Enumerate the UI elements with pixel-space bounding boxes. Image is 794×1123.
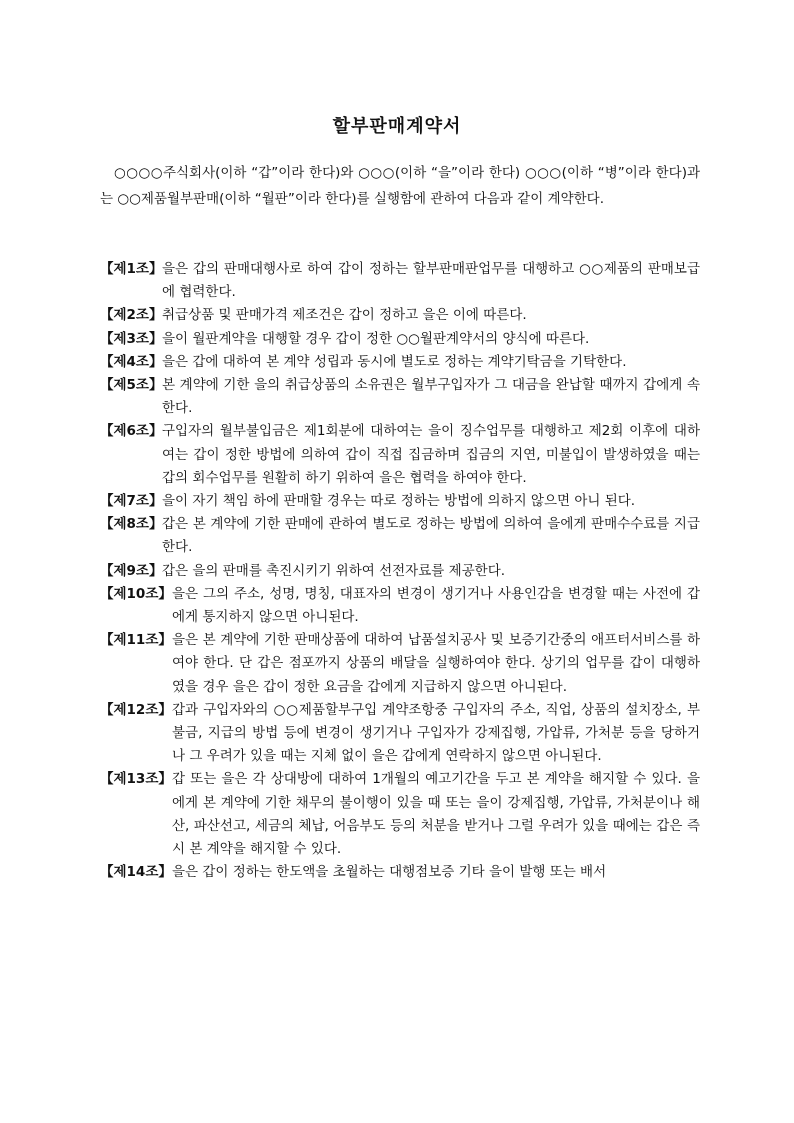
article-label: 【제10조】 — [100, 585, 172, 602]
article-label: 【제13조】 — [100, 771, 172, 788]
article-4 — [100, 351, 700, 374]
article-12 — [100, 699, 700, 769]
article-text: 취급상품 및 판매가격 제조건은 갑이 정하고 을은 이에 따른다. — [162, 307, 527, 324]
article-11 — [100, 629, 700, 699]
article-label: 【제5조】 — [100, 377, 163, 394]
article-text: 갑은 본 계약에 기한 판매에 관하여 별도로 정하는 방법에 의하여 을에게 판매수수료를 지급한다. — [162, 516, 700, 556]
article-label: 【제2조】 — [100, 307, 163, 324]
article-text: 갑과 구입자와의 ○○제품할부구입 계약조항중 구입자의 주소, 직업, 상품의 설치장소, 부불금, 지급의 방법 등에 변경이 생기거나 구입자가 강제집행, 가압류, 가처분 등을 당하거나 그 우려가 있을 때는 지체 없이 을은 갑에게 연락하지 않으면 아니된다. — [172, 701, 700, 765]
article-14 — [100, 861, 700, 884]
article-13 — [100, 768, 700, 861]
article-label: 【제3조】 — [100, 330, 163, 347]
article-text: 을이 월판계약을 대행할 경우 갑이 정한 ○○월판계약서의 양식에 따른다. — [162, 330, 590, 347]
article-label: 【제12조】 — [100, 701, 172, 718]
article-10 — [100, 583, 700, 629]
article-7 — [100, 490, 700, 513]
article-label: 【제7조】 — [100, 493, 163, 510]
article-label: 【제14조】 — [100, 864, 172, 881]
article-label: 【제4조】 — [100, 353, 163, 370]
article-text: 을은 갑이 정하는 한도액을 초월하는 대행점보증 기타 을이 발행 또는 배서 — [172, 864, 607, 881]
article-text: 을은 본 계약에 기한 판매상품에 대하여 납품설치공사 및 보증기간중의 애프터서비스를 하여야 한다. 단 갑은 점포까지 상품의 배달을 실행하여야 한다. 상기의 업무를 갑이 대행하였을 경우 을은 갑이 정한 요금을 갑에게 지급하지 않으면 아니된다. — [172, 632, 700, 695]
article-9 — [100, 560, 700, 583]
intro-paragraph: ○○○○주식회사(이하 “갑”이라 한다)와 ○○○(이하 “을”이라 한다) ○○○(이하 “병”이라 한다)과는 ○○제품월부판매(이하 “월판”이라 한다)를 실행함에 관하여 다음과 같이 계약한다. — [100, 165, 700, 207]
article-8 — [100, 513, 700, 559]
article-label: 【제8조】 — [100, 516, 163, 533]
article-label: 【제9조】 — [100, 562, 163, 579]
article-text: 을이 자기 책임 하에 판매할 경우는 따로 정하는 방법에 의하지 않으면 아니 된다. — [162, 493, 636, 510]
article-text: 을은 갑의 판매대행사로 하여 갑이 정하는 할부판매판업무를 대행하고 ○○제품의 판매보급에 협력한다. — [162, 261, 700, 301]
article-3 — [100, 328, 700, 351]
article-text: 을은 갑에 대하여 본 계약 성립과 동시에 별도로 정하는 계약기탁금을 기탁한다. — [162, 353, 627, 370]
article-label: 【제6조】 — [100, 423, 163, 440]
article-label: 【제1조】 — [100, 261, 163, 277]
article-text: 을은 그의 주소, 성명, 명칭, 대표자의 변경이 생기거나 사용인감을 변경할 때는 사전에 갑에게 통지하지 않으면 아니된다. — [172, 585, 700, 626]
article-text: 구입자의 월부불입금은 제1회분에 대하여는 을이 징수업무를 대행하고 제2회 이후에 대하여는 갑이 정한 방법에 의하여 갑이 직접 집금하며 집금의 지연, 미불입이 발생하였을 때는 갑의 회수업무를 원활히 하기 위하여 을은 협력을 하여야 한다. — [162, 423, 700, 486]
article-2 — [100, 304, 700, 327]
article-text: 갑은 을의 판매를 촉진시키기 위하여 선전자료를 제공한다. — [162, 562, 506, 579]
document-title: 할부판매계약서 — [332, 116, 462, 137]
article-text: 갑 또는 을은 각 상대방에 대하여 1개월의 예고기간을 두고 본 계약을 해지할 수 있다. 을에게 본 계약에 기한 채무의 불이행이 있을 때 또는 을이 강제집행, 가압류, 가처분이나 해산, 파산선고, 세금의 체납, 어음부도 등의 처분을 받거나 그럴 우려가 있을 때에는 갑은 즉시 본 계약을 해지할 수 있다. — [172, 771, 700, 858]
article-list — [100, 258, 700, 884]
article-label: 【제11조】 — [100, 632, 172, 649]
article-5 — [100, 374, 700, 420]
article-text: 본 계약에 기한 을의 취급상품의 소유권은 월부구입자가 그 대금을 완납할 때까지 갑에게 속한다. — [162, 377, 700, 417]
article-6 — [100, 420, 700, 490]
article-1 — [100, 258, 700, 304]
